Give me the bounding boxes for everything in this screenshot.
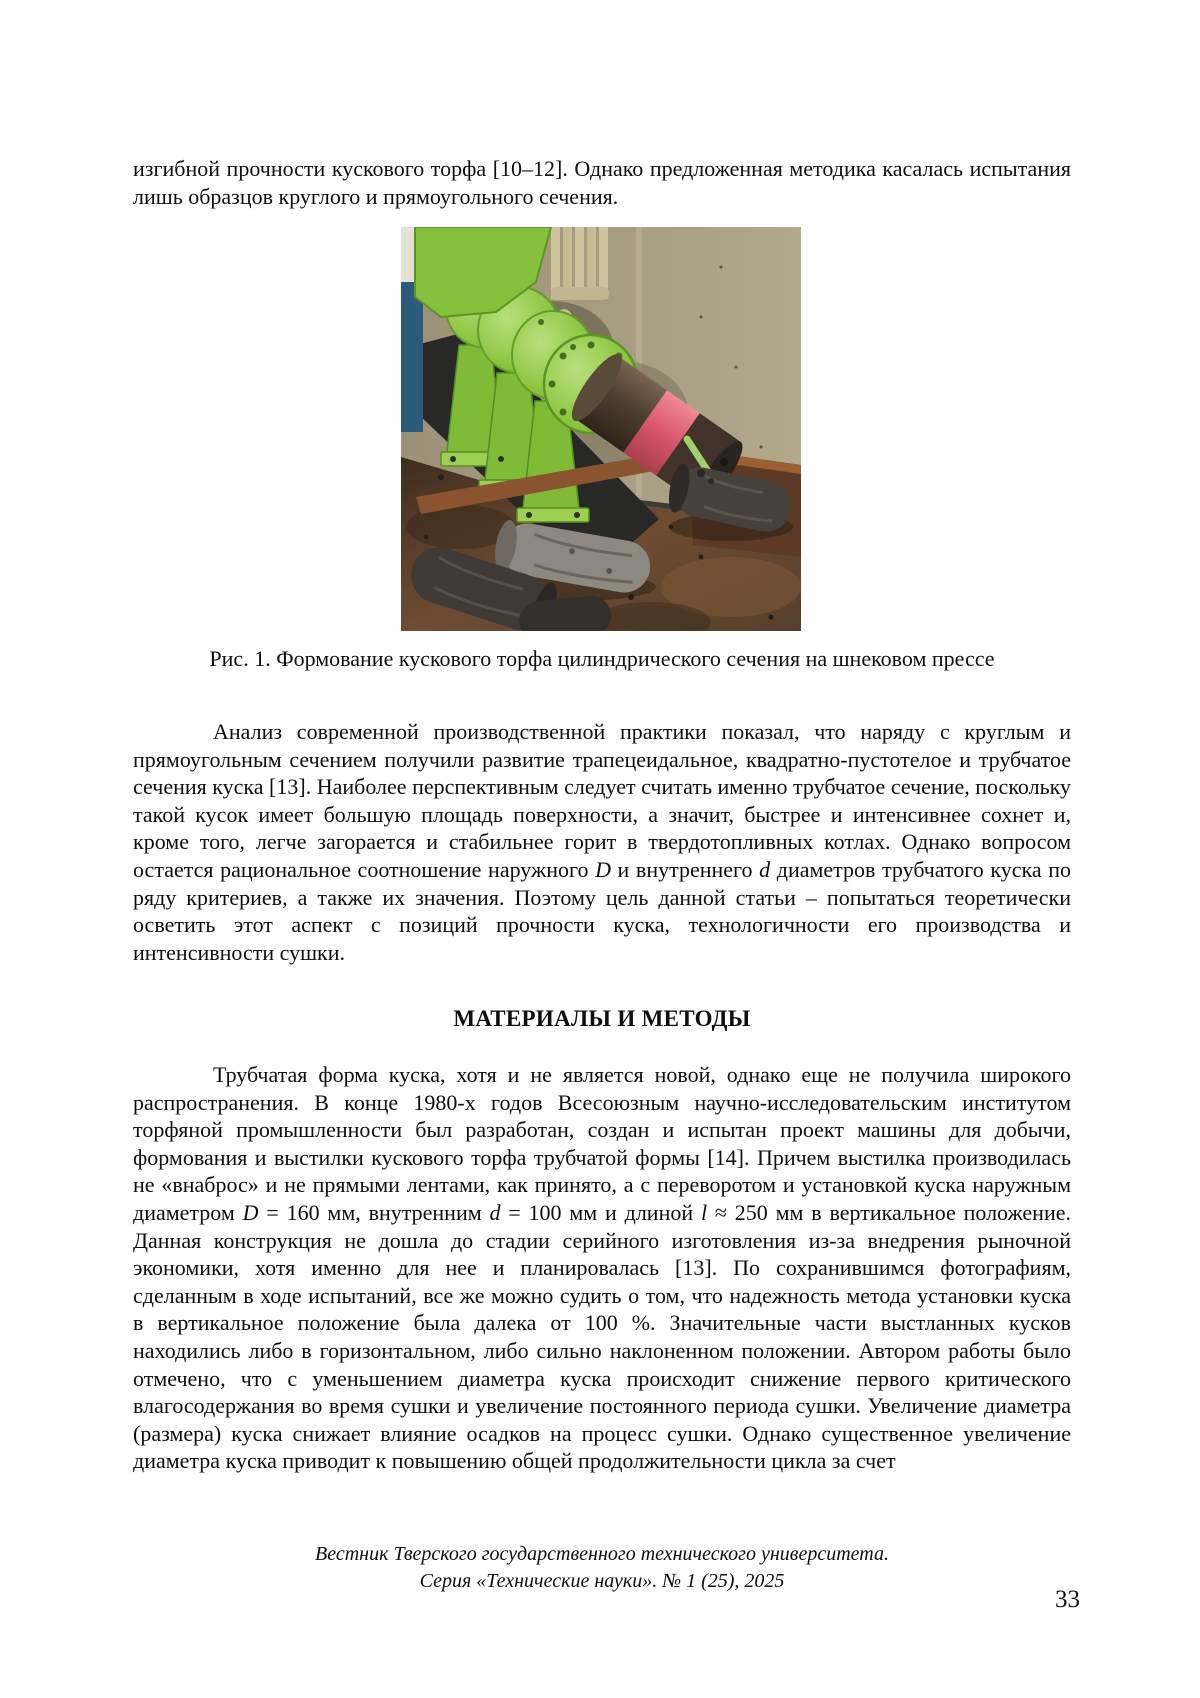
white-wall-sliver (401, 227, 415, 285)
journal-footer (133, 1541, 1071, 1595)
journal-title-line: Вестник Тверского государственного технического университета. (315, 1543, 889, 1565)
paragraph-analysis: Анализ современной производственной практики показал, что наряду с круглым и прямоугольным сечением получили развитие трапецеидальное, квадратно-пустотелое и трубчатое сечения куска [13]. Наиболее перспективным следует считать именно трубчатое сечение, поскольку такой кусок имеет большую площадь поверхности, а значит, быстрее и интенсивнее сохнет и, кроме того, легче загорается и стабильнее горит в твердотопливных котлах. Однако вопросом остается рациональное соотношение наружного D и внутреннего d диаметров трубчатого куска по ряду критериев, а также их значения. Поэтому цель данной статьи – попытаться теоретически осветить этот аспект с позиций прочности куска, технологичности его производства и интенсивности сушки. (133, 719, 1071, 965)
section-heading-materials-and-methods: МАТЕРИАЛЫ И МЕТОДЫ (453, 1006, 751, 1031)
figure-1-caption: Рис. 1. Формование кускового торфа цилиндрического сечения на шнековом прессе (209, 646, 995, 671)
page-number: 33 (1055, 1586, 1080, 1613)
blue-barrel (401, 282, 423, 432)
paragraph-methods: Трубчатая форма куска, хотя и не является новой, однако еще не получила широкого распространения. В конце 1980-х годов Всесоюзным научно-исследовательским институтом торфяной промышленности был разработан, создан и испытан проект машины для добычи, формования и выстилки кускового торфа трубчатой формы [14]. Причем выстилка производилась не «внаброс» и не прямыми лентами, как принято, а с переворотом и установкой куска наружным диаметром D = 160 мм, внутренним d = 100 мм и длиной l ≈ 250 мм в вертикальное положение. Данная конструкция не дошла до стадии серийного изготовления из-за внедрения рыночной экономики, хотя именно для нее и планировалась [13]. По сохранившимся фотографиям, сделанным в ходе испытаний, все же можно судить о том, что надежность метода установки куска в вертикальное положение была далека от 100 %. Значительные части выстланных кусков находились либо в горизонтальном, либо сильно наклоненном положении. Автором работы было отмечено, что с уменьшением диаметра куска происходит снижение первого критического влагосодержания во время сушки и увеличение постоянного периода сушки. Увеличение диаметра (размера) куска снижает влияние осадков на процесс сушки. Однако существенное увеличение диаметра куска приводит к повышению общей продолжительности цикла за счет (133, 1062, 1071, 1474)
figure-1-photo (401, 227, 801, 631)
paragraph-intro: изгибной прочности кускового торфа [10–12]. Однако предложенная методика касалась испытания лишь образцов круглого и прямоугольного сечения. (133, 156, 1071, 209)
journal-series-line: Серия «Технические науки». № 1 (25), 2025 (419, 1570, 785, 1592)
screw-press-photo-illustration (401, 227, 801, 631)
